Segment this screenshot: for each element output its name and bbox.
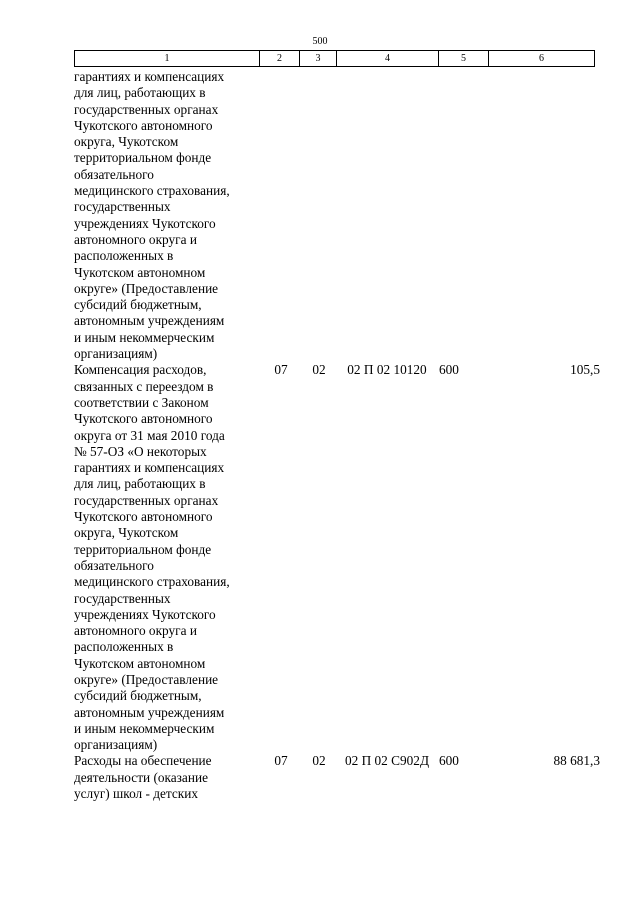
table-row [74, 69, 600, 362]
column-number-4: 4 [337, 51, 439, 67]
table-row [74, 753, 600, 802]
column-number-5: 5 [439, 51, 489, 67]
table-body [74, 69, 600, 802]
column-number-2: 2 [260, 51, 300, 67]
row-description: Расходы на обеспечение деятельности (оказание услуг) школ - детских [74, 753, 212, 802]
table-header [74, 50, 595, 67]
column-number-1: 1 [75, 51, 260, 67]
table-row [74, 362, 600, 753]
row-description: гарантиях и компенсациях для лиц, работающих в государственных органах Чукотского автономного округа, Чукотском территориальном фонде обязательного медицинского страхования, государственных учреждениях Чукотского автономного округа и расположенных в Чукотском автономном округе» (Предоставление субсидий бюджетным, автономным учреждениям и иным некоммерческим организациям) [74, 69, 230, 362]
row-subsection-code: 02 [312, 362, 326, 378]
column-number-6: 6 [489, 51, 595, 67]
row-expense-type-code: 600 [439, 362, 459, 378]
row-amount: 105,5 [570, 362, 600, 378]
row-amount: 88 681,3 [553, 753, 600, 769]
row-target-article-code: 02 П 02 С902Д [344, 753, 430, 769]
column-number-3: 3 [300, 51, 337, 67]
column-numbers-row [75, 51, 595, 67]
row-section-code: 07 [274, 753, 288, 769]
row-section-code: 07 [274, 362, 288, 378]
row-description: Компенсация расходов, связанных с переездом в соответствии с Законом Чукотского автономного округа от 31 мая 2010 года № 57-ОЗ «О некоторых гарантиях и компенсациях для лиц, работающих в государственных органах Чукотского автономного округа, Чукотском территориальном фонде обязательного медицинского страхования, государственных учреждениях Чукотского автономного округа и расположенных в Чукотском автономном округе» (Предоставление субсидий бюджетным, автономным учреждениям и иным некоммерческим организациям) [74, 362, 230, 753]
page-number: 500 [312, 36, 328, 47]
row-expense-type-code: 600 [439, 753, 459, 769]
row-target-article-code: 02 П 02 10120 [347, 362, 427, 378]
row-subsection-code: 02 [312, 753, 326, 769]
